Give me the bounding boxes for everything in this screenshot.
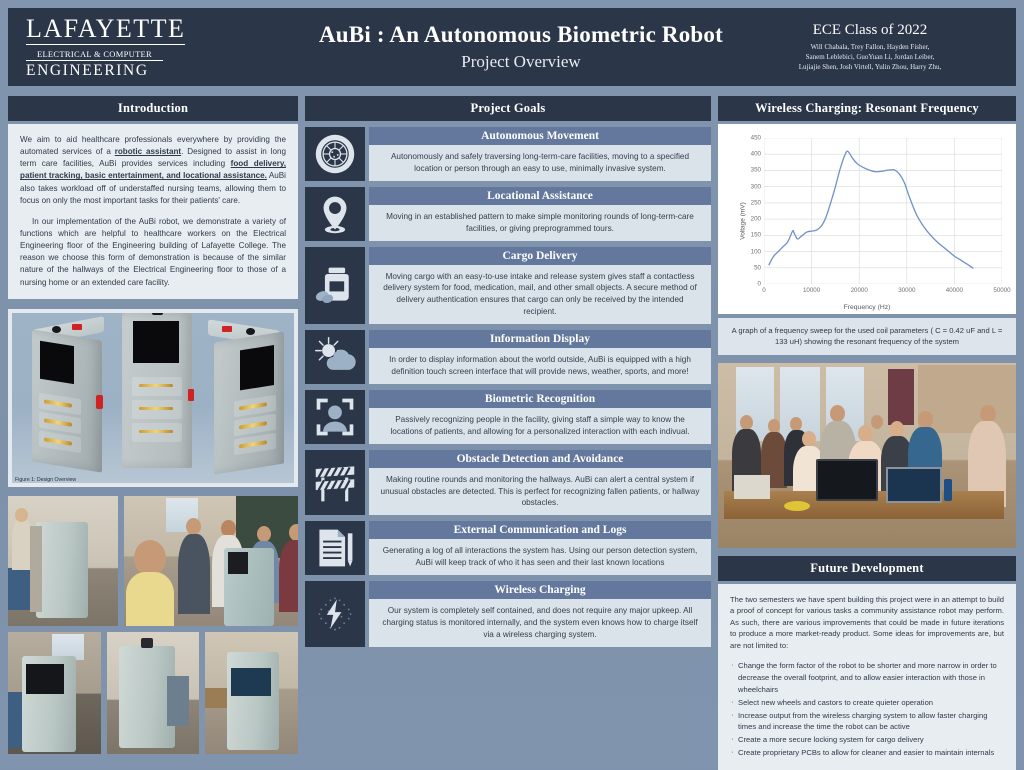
goal-body <box>369 330 711 384</box>
goal-title: Obstacle Detection and Avoidance <box>369 450 711 468</box>
chart-y-tick: 150 <box>750 231 761 239</box>
project-goals-heading: Project Goals <box>305 96 711 121</box>
future-improvement-item: · Create a more secure locking system for cargo delivery <box>730 734 1004 746</box>
chart-y-tick: 300 <box>750 183 761 191</box>
weather-sun-cloud-icon <box>305 330 365 384</box>
goal-cargo-delivery <box>305 247 711 325</box>
cad-render-scene <box>12 313 294 483</box>
goal-external-communication-logs <box>305 521 711 575</box>
intro-highlight-robotic-assistant: robotic assistant <box>114 147 182 157</box>
map-pin-icon <box>305 187 365 241</box>
goal-wireless-charging <box>305 581 711 647</box>
chart-y-tick: 400 <box>750 150 761 158</box>
introduction-heading: Introduction <box>8 96 298 121</box>
logo-university-name: LAFAYETTE <box>26 13 186 43</box>
goal-body <box>369 450 711 516</box>
chart-x-tick: 50000 <box>993 287 1011 294</box>
wireless-charging-heading: Wireless Charging: Resonant Frequency <box>718 96 1016 121</box>
future-development-heading: Future Development <box>718 556 1016 581</box>
intro-highlight-services: food delivery, patient tracking, basic entertainment, and locational assistance. <box>20 159 286 181</box>
goal-body <box>369 390 711 444</box>
figure-caption: Figure 1: Design Overview <box>15 476 77 483</box>
poster-header <box>8 8 1016 86</box>
cad-robot-left-view <box>28 323 112 469</box>
chart-x-tick: 0 <box>762 287 766 294</box>
author-line-2: Sanem Leblebici, GuoYuan Li, Jordan Leiber, <box>805 52 935 61</box>
lafayette-logo <box>8 13 308 79</box>
future-intro-text: The two semesters we have spent building this project were in an attempt to build a proof of concept for various tasks a community assistance robot may perform. As such, there are various improvements that could be made in future iterations to produce a more market-ready product. Some ideas for improvements are, but are not limited to: <box>730 594 1004 650</box>
chart-y-tick: 0 <box>757 280 761 288</box>
wireless-charging-bolt-icon <box>305 581 365 647</box>
design-overview-figure <box>8 309 298 487</box>
photo-robot-prototype-lab <box>8 496 118 626</box>
goal-text: Autonomously and safely traversing long-term-care facilities, moving to a specified location or person through an easy to use, minimally invasive system. <box>369 145 711 181</box>
class-label: ECE Class of 2022 <box>812 21 928 38</box>
chart-y-tick: 350 <box>750 166 761 174</box>
chart-x-tick: 30000 <box>898 287 916 294</box>
resonant-frequency-chart <box>718 124 1016 314</box>
poster-title-block <box>308 22 734 72</box>
author-line-1: Will Chabala, Trey Fallon, Hayden Fisher, <box>810 42 930 51</box>
chart-line-svg <box>764 138 1002 284</box>
goal-locational-assistance <box>305 187 711 241</box>
goal-information-display <box>305 330 711 384</box>
goal-body <box>369 521 711 575</box>
goal-text: Moving in an established pattern to make simple monitoring rounds of long-term-care facilities, or giving preprogrammed tours. <box>369 205 711 241</box>
barrier-icon <box>305 450 365 516</box>
goal-title: Wireless Charging <box>369 581 711 599</box>
goal-text: In order to display information about the world outside, AuBi is equipped with a high definition touch screen interface that will provide news, weather, sports, and more! <box>369 348 711 384</box>
page-subtitle: Project Overview <box>461 52 581 71</box>
photo-robot-screen-front <box>8 632 101 754</box>
goal-title: Autonomous Movement <box>369 127 711 145</box>
goal-body <box>369 247 711 325</box>
intro-p1-part-e: AuBi also takes workload off of understaffed nursing teams, allowing them to focus on only the most important tasks for their patients' care. <box>20 171 286 205</box>
future-improvement-item: · Increase output from the wireless charging system to allow faster charging times and increase the time the robot can be active <box>730 710 1004 733</box>
goal-body <box>369 127 711 181</box>
chart-y-tick: 200 <box>750 215 761 223</box>
chart-area <box>722 130 1012 312</box>
goal-obstacle-detection <box>305 450 711 516</box>
future-improvements-list <box>730 660 1004 758</box>
future-improvement-item: · Create proprietary PCBs to allow for cleaner and easier to maintain internals <box>730 747 1004 759</box>
wheel-icon <box>305 127 365 181</box>
author-names <box>734 42 1006 72</box>
goal-body <box>369 581 711 647</box>
goal-title: Locational Assistance <box>369 187 711 205</box>
chart-x-axis-label: Frequency (Hz) <box>843 304 891 311</box>
intro-p1-part-a: We aim to aid healthcare professionals everywhere by providing the automated services of a <box>20 135 286 157</box>
cad-robot-front-view <box>122 313 194 469</box>
medicine-bottle-icon <box>305 247 365 325</box>
chart-y-tick: 250 <box>750 199 761 207</box>
future-improvement-item: · Select new wheels and castors to create quieter operation <box>730 697 1004 709</box>
chart-x-tick: 40000 <box>945 287 963 294</box>
future-improvement-item: · Change the form factor of the robot to be shorter and more narrow in order to decrease the overall footprint, and to allow easier interaction with those in wheelchairs <box>730 660 1004 695</box>
chart-caption: A graph of a frequency sweep for the used coil parameters ( C = 0.42 uF and L = 133 uH) showing the resonant frequency of the system <box>718 318 1016 355</box>
photo-robot-display-on <box>205 632 298 754</box>
goal-text: Passively recognizing people in the facility, giving staff a simple way to know the locations of patients, and allowing for a personalized interaction with each indivual. <box>369 408 711 444</box>
project-photo-grid <box>8 496 298 754</box>
authors-block <box>734 22 1016 72</box>
goal-text: Making routine rounds and monitoring the hallways. AuBi can alert a central system if unusual obstacles are detected. This is perfect for recognizing fallen patients, or hallway obstacles. <box>369 468 711 516</box>
chart-y-axis-label: Voltage (mV) <box>739 202 747 240</box>
goal-biometric-recognition <box>305 390 711 444</box>
chart-y-tick: 50 <box>754 264 761 272</box>
goal-title: External Communication and Logs <box>369 521 711 539</box>
intro-p1-part-c: . Designed to assist in long term care facilities, AuBi provides services including <box>20 147 286 169</box>
introduction-column <box>8 96 298 754</box>
introduction-paragraph-1 <box>20 134 286 207</box>
goal-title: Cargo Delivery <box>369 247 711 265</box>
goal-autonomous-movement <box>305 127 711 181</box>
goal-text: Moving cargo with an easy-to-use intake and release system gives staff a contactless delivery system for food, medication, mail, and other small objects. A secure method of delivery authentication ensures that cargo can only be received by the intended recipient. <box>369 265 711 325</box>
goal-body <box>369 187 711 241</box>
author-line-3: Lujiajie Shen, Josh Virtell, Yulin Zhou, Harry Zhu, <box>798 63 942 72</box>
chart-x-tick: 10000 <box>802 287 821 294</box>
photo-robot-side-lab <box>107 632 200 754</box>
goal-text: Generating a log of all interactions the system has. Using our person detection system, AuBi will keep track of who it has seen and their last known locations <box>369 539 711 575</box>
face-recognition-icon <box>305 390 365 444</box>
chart-y-tick: 450 <box>750 134 761 142</box>
goal-text: Our system is completely self contained, and does not require any major upkeep. All charging status is monitored internally, and the system even knows how to charge itself via a wireless charging system. <box>369 599 711 647</box>
introduction-panel <box>8 124 298 299</box>
document-pen-icon <box>305 521 365 575</box>
logo-department-line: ELECTRICAL & COMPUTER <box>26 47 163 61</box>
page-title: AuBi : An Autonomous Biometric Robot <box>319 22 723 47</box>
goal-title: Information Display <box>369 330 711 348</box>
photo-team-with-robot <box>124 496 298 626</box>
chart-x-tick: 20000 <box>850 287 868 294</box>
introduction-paragraph-2 <box>20 216 286 289</box>
chart-y-tick: 100 <box>750 248 761 256</box>
cad-robot-right-view <box>202 323 288 469</box>
photo-team-group <box>718 363 1016 548</box>
intro-p2-text: In our implementation of the AuBi robot, we demonstrate a variety of functions which are helpful to healthcare workers on the Electrical Engineering floor of the Engineering building of Lafayette College. The reason we choose this form of demonstration is because of the similar nature of the hallways of the Electrical Engineering floor to those of a nursing home or an extended care facility. <box>20 216 286 287</box>
photo-row-bottom <box>8 632 298 754</box>
chart-plot-region <box>750 134 1011 294</box>
future-development-panel <box>718 584 1016 770</box>
goal-title: Biometric Recognition <box>369 390 711 408</box>
project-goals-column <box>305 96 711 647</box>
logo-engineering-line: ENGINEERING <box>26 62 149 79</box>
chart-series-line <box>769 151 974 268</box>
right-column <box>718 96 1016 770</box>
